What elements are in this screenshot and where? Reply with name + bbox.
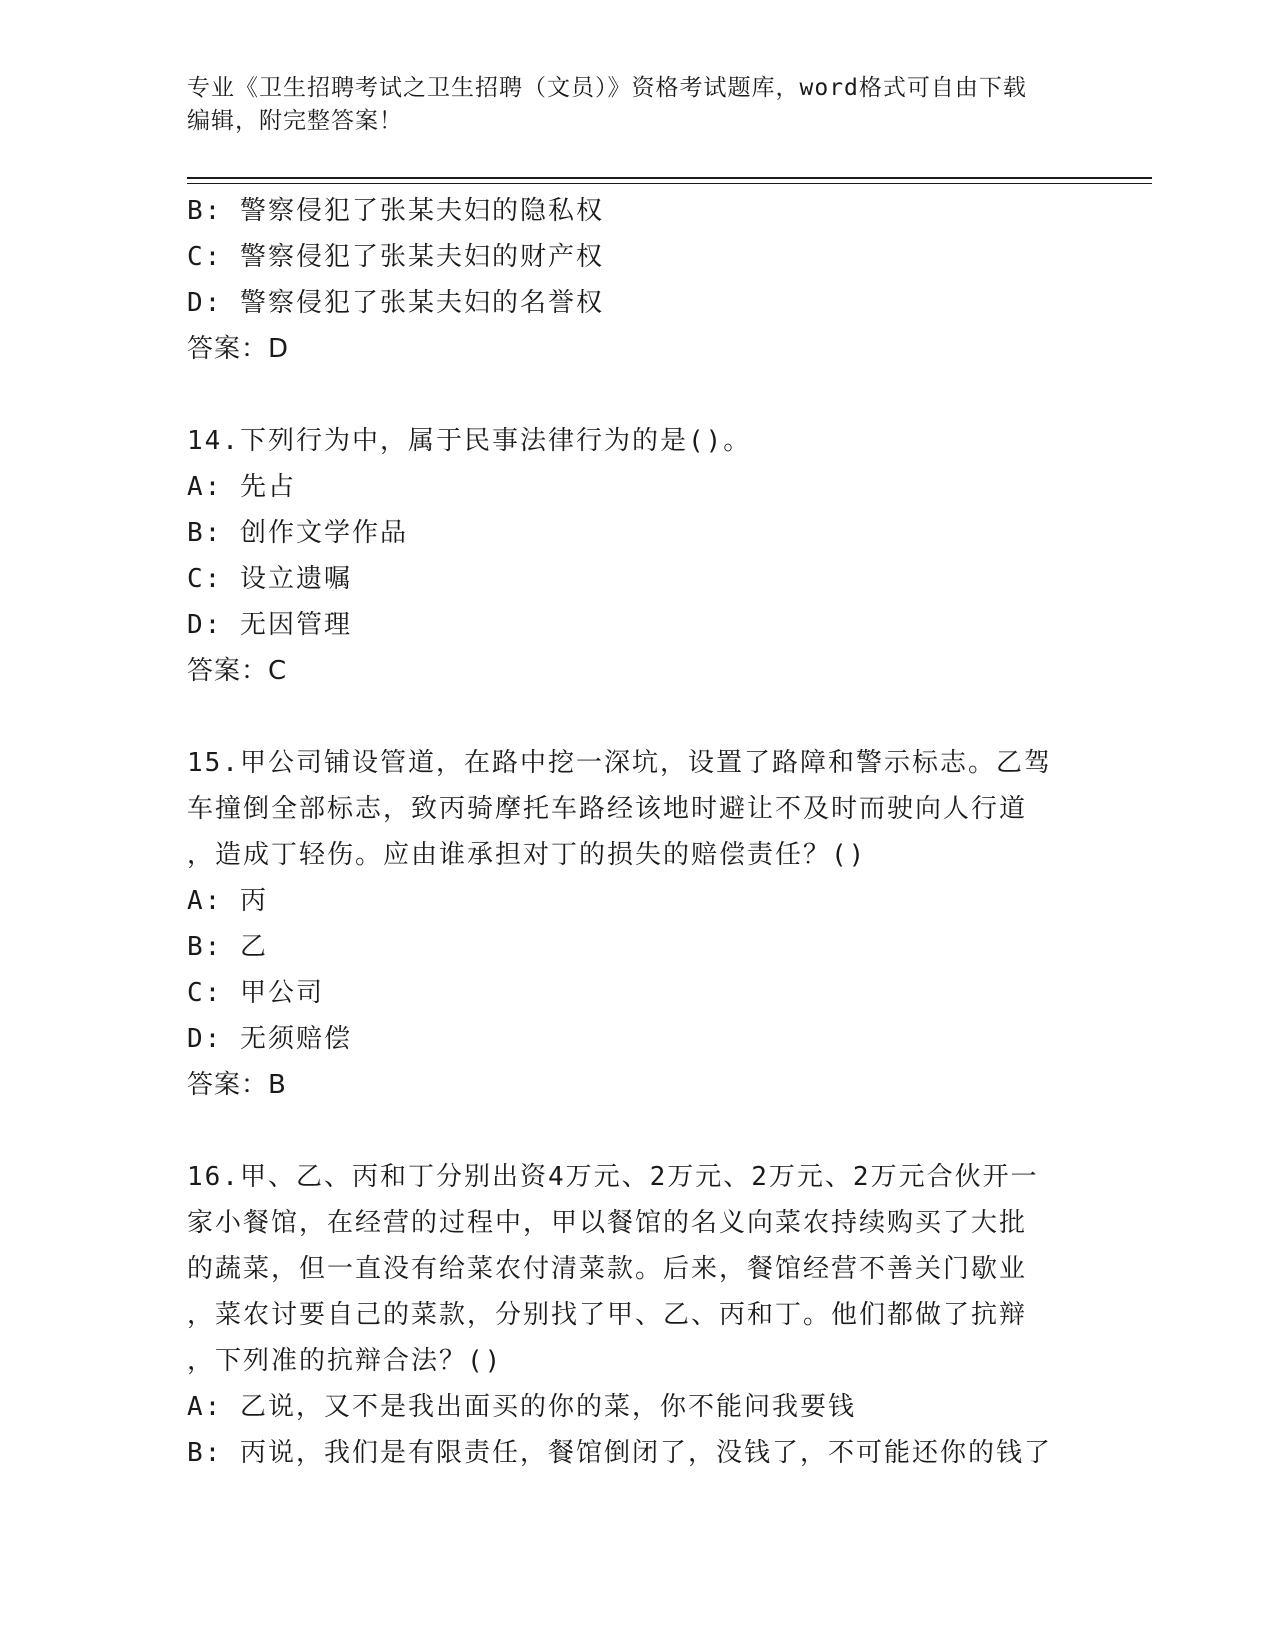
question-text-line: 的蔬菜，但一直没有给菜农付清菜款。后来，餐馆经营不善关门歇业	[187, 1254, 1028, 1284]
spacer	[187, 372, 1087, 418]
option-b: B: 乙	[187, 932, 268, 962]
question-text-line: ，菜农讨要自己的菜款，分别找了甲、乙、丙和丁。他们都做了抗辩	[187, 1300, 1028, 1330]
option-c: C: 设立遗嘱	[187, 564, 352, 594]
question-list	[187, 188, 1087, 1476]
answer: 答案：C	[187, 656, 288, 686]
question-text-line: 车撞倒全部标志，致丙骑摩托车路经该地时避让不及时而驶向人行道	[187, 794, 1028, 824]
question-16	[187, 1154, 1087, 1476]
question-text: 14.下列行为中，属于民事法律行为的是()。	[187, 426, 752, 456]
option-c: C: 警察侵犯了张某夫妇的财产权	[187, 242, 604, 272]
option-a: A: 乙说，又不是我出面买的你的菜，你不能问我要钱	[187, 1392, 856, 1422]
question-13	[187, 188, 1087, 372]
header-divider-thin	[187, 183, 1152, 184]
option-a: A: 先占	[187, 472, 296, 502]
option-b: B: 创作文学作品	[187, 518, 408, 548]
question-text-line: ，下列准的抗辩合法？()	[187, 1346, 503, 1376]
question-15	[187, 740, 1087, 1108]
option-d: D: 无因管理	[187, 610, 352, 640]
answer: 答案：B	[187, 1070, 287, 1100]
answer: 答案：D	[187, 334, 290, 364]
question-text-line: 15.甲公司铺设管道，在路中挖一深坑，设置了路障和警示标志。乙驾	[187, 748, 1052, 778]
option-b: B: 警察侵犯了张某夫妇的隐私权	[187, 196, 604, 226]
spacer	[187, 694, 1087, 740]
spacer	[187, 1108, 1087, 1154]
document-header	[187, 72, 1087, 138]
option-a: A: 丙	[187, 886, 268, 916]
question-text-line: 家小餐馆，在经营的过程中，甲以餐馆的名义向菜农持续购买了大批	[187, 1208, 1028, 1238]
option-d: D: 无须赔偿	[187, 1024, 352, 1054]
header-line-2: 编辑，附完整答案！	[187, 108, 403, 134]
option-b: B: 丙说，我们是有限责任，餐馆倒闭了，没钱了，不可能还你的钱了	[187, 1438, 1052, 1468]
question-text-line: ，造成丁轻伤。应由谁承担对丁的损失的赔偿责任？()	[187, 840, 867, 870]
option-c: C: 甲公司	[187, 978, 324, 1008]
question-text-line: 16.甲、乙、丙和丁分别出资4万元、2万元、2万元、2万元合伙开一	[187, 1162, 1039, 1192]
header-line-1: 专业《卫生招聘考试之卫生招聘（文员）》资格考试题库，word格式可自由下载	[187, 75, 1027, 101]
question-14	[187, 418, 1087, 694]
option-d: D: 警察侵犯了张某夫妇的名誉权	[187, 288, 604, 318]
header-divider-thick	[187, 177, 1152, 179]
